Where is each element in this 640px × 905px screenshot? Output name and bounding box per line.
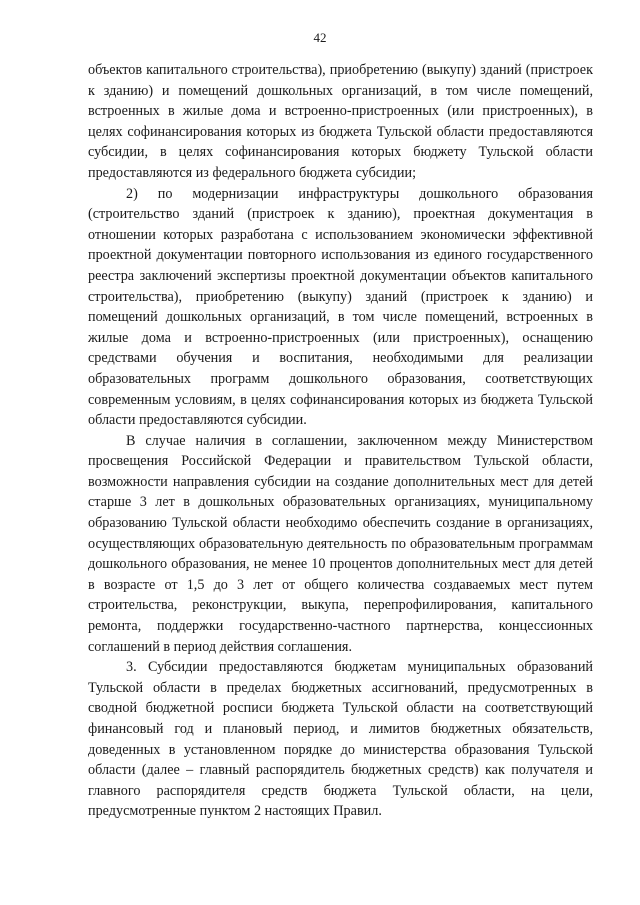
paragraph-2: 2) по модернизации инфраструктуры дошкольного образования (строительство зданий (пристроек к зданию), проектная документация в отношении которых разработана с использованием экономически эффективной проектной документации повторного использования из единого государственного реестра заключений экспертизы проектной документации объектов капитального строительства), приобретению (выкупу) зданий (пристроек к зданию) и помещений дошкольных организаций, в том числе помещений, встроенных в жилые дома и встроенно-пристроенных (или пристроенных), оснащению средствами обучения и воспитания, необходимыми для реализации образовательных программ дошкольного образования, соответствующих современным условиям, в целях софинансирования которых из бюджета Тульской области предоставляются субсидии. bbox=[88, 185, 593, 429]
page-number: 42 bbox=[313, 30, 327, 45]
paragraph-1: объектов капитального строительства), приобретению (выкупу) зданий (пристроек к зданию) и помещений дошкольных организаций, в том числе помещений, встроенных в жилые дома и встроенно-пристроенных (или пристроенных), в целях софинансирования которых из бюджета Тульской области предоставляются субсидии, в целях софинансирования которых бюджету Тульской области предоставляются из федерального бюджета субсидии; bbox=[88, 62, 593, 181]
paragraph-3: В случае наличия в соглашении, заключенном между Министерством просвещения Российской Федерации и правительством Тульской области, возможности направления субсидии на создание дополнительных мест для детей старше 3 лет в дошкольных образовательных организациях, муниципальному образованию Тульской области необходимо обеспечить создание в организациях, осуществляющих образовательную деятельность по образовательным программам дошкольного образования, не менее 10 процентов дополнительных мест для детей в возрасте от 1,5 до 3 лет от общего количества создаваемых мест путем строительства, реконструкции, выкупа, перепрофилирования, капитального ремонта, поддержки государственно-частного партнерства, концессионных соглашений в период действия соглашения. bbox=[88, 432, 593, 655]
paragraph-4: 3. Субсидии предоставляются бюджетам муниципальных образований Тульской области в пределах бюджетных ассигнований, предусмотренных в сводной бюджетной росписи бюджета Тульской области на соответствующий финансовый год и плановый период, и лимитов бюджетных обязательств, доведенных в установленном порядке до министерства образования Тульской области (далее – главный распорядитель бюджетных средств) как получателя и главного распорядителя средств бюджета Тульской области, на цели, предусмотренные пунктом 2 настоящих Правил. bbox=[88, 659, 593, 820]
document-body bbox=[88, 60, 593, 822]
